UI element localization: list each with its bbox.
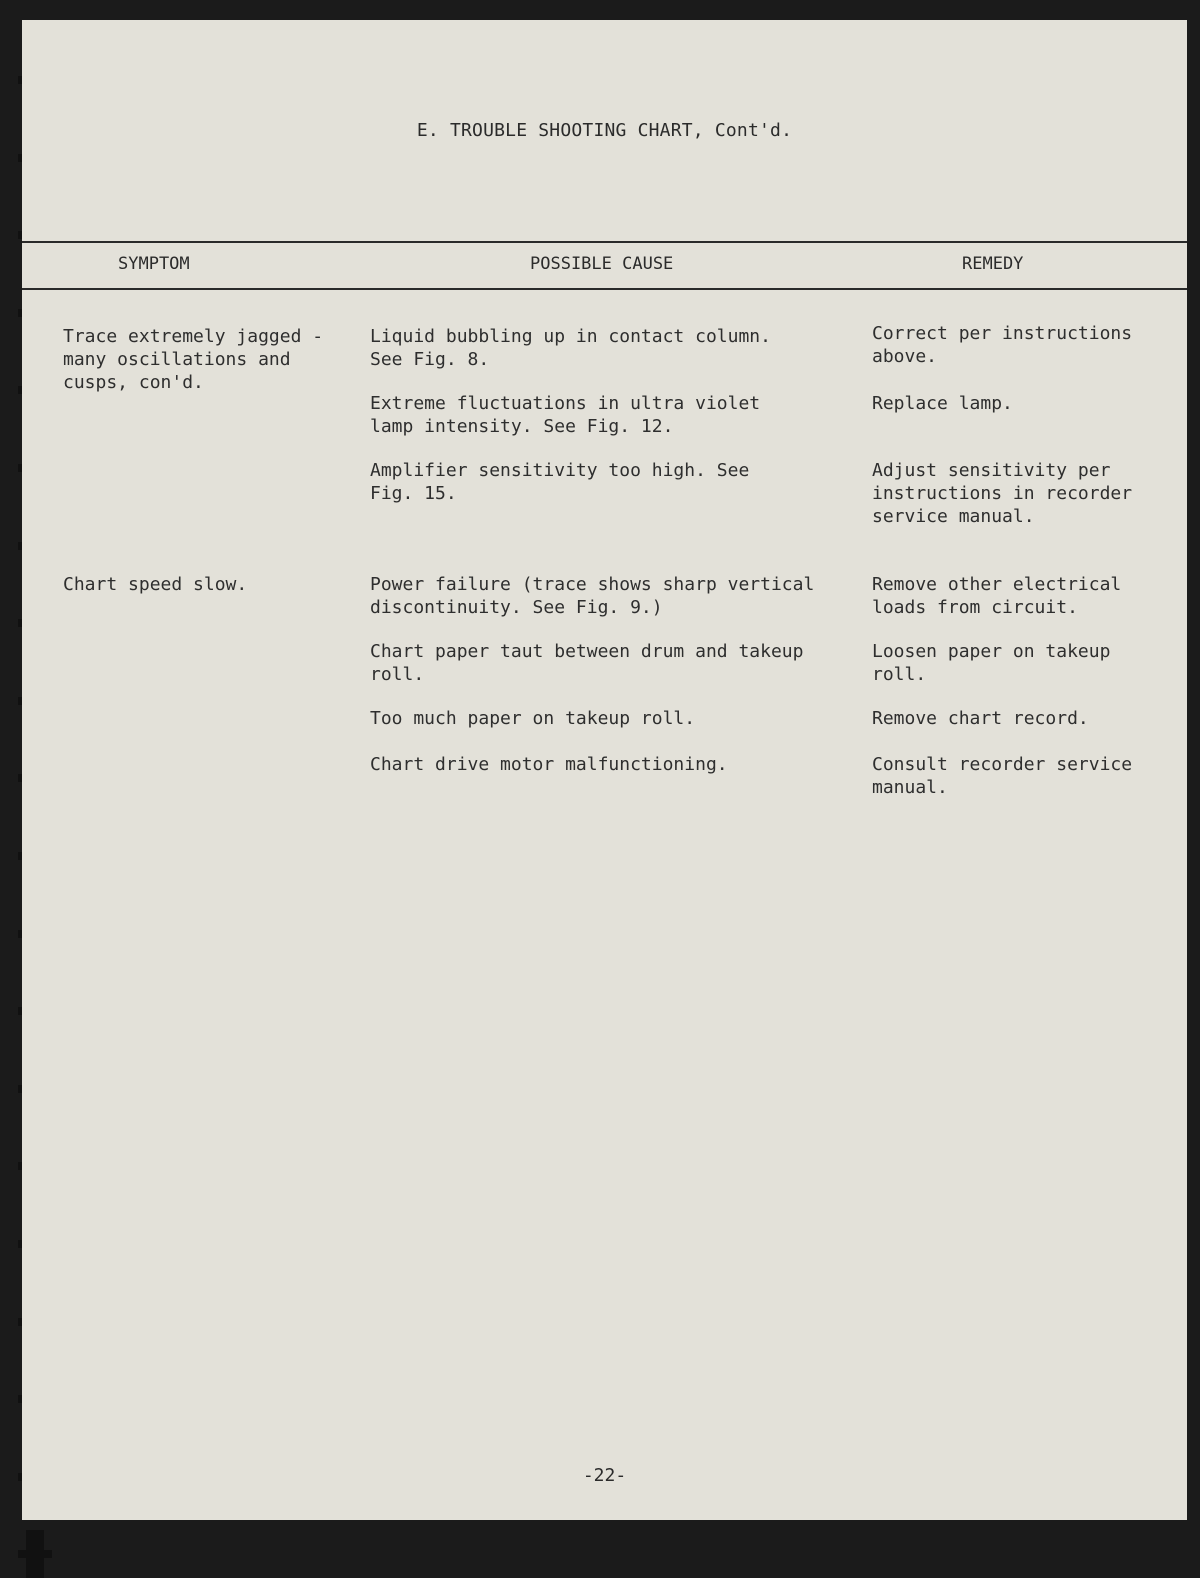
symptom-cell: Chart speed slow. [63, 574, 248, 595]
remedy-cell: Remove chart record. [872, 708, 1089, 729]
cause-cell: Liquid bubbling up in contact column. See Fig. 8. [370, 326, 771, 370]
remedy-cell: Adjust sensitivity per instructions in recorder service manual. [872, 460, 1133, 527]
cause-cell: Chart paper taut between drum and takeup roll. [370, 641, 804, 685]
binding-clip [18, 1530, 52, 1578]
header-top-rule [22, 241, 1187, 243]
column-header-possible-cause: POSSIBLE CAUSE [530, 254, 674, 274]
symptom-cell: Trace extremely jagged - many oscillations and cusps, con'd. [63, 326, 324, 393]
column-header-remedy: REMEDY [962, 254, 1024, 274]
remedy-cell: Correct per instructions above. [872, 323, 1133, 367]
header-bottom-rule [22, 288, 1187, 290]
remedy-cell: Consult recorder service manual. [872, 754, 1133, 798]
remedy-cell: Loosen paper on takeup roll. [872, 641, 1111, 685]
remedy-cell: Replace lamp. [872, 393, 1013, 414]
remedy-cell: Remove other electrical loads from circuit. [872, 574, 1122, 618]
cause-cell: Power failure (trace shows sharp vertical discontinuity. See Fig. 9.) [370, 574, 815, 618]
cause-cell: Extreme fluctuations in ultra violet lamp intensity. See Fig. 12. [370, 393, 761, 437]
cause-cell: Amplifier sensitivity too high. See Fig. 15. [370, 460, 750, 504]
page-title: E. TROUBLE SHOOTING CHART, Cont'd. [416, 120, 793, 141]
column-header-symptom: SYMPTOM [118, 254, 190, 274]
cause-cell: Too much paper on takeup roll. [370, 708, 696, 729]
cause-cell: Chart drive motor malfunctioning. [370, 754, 728, 775]
page-number: -22- [582, 1465, 627, 1486]
